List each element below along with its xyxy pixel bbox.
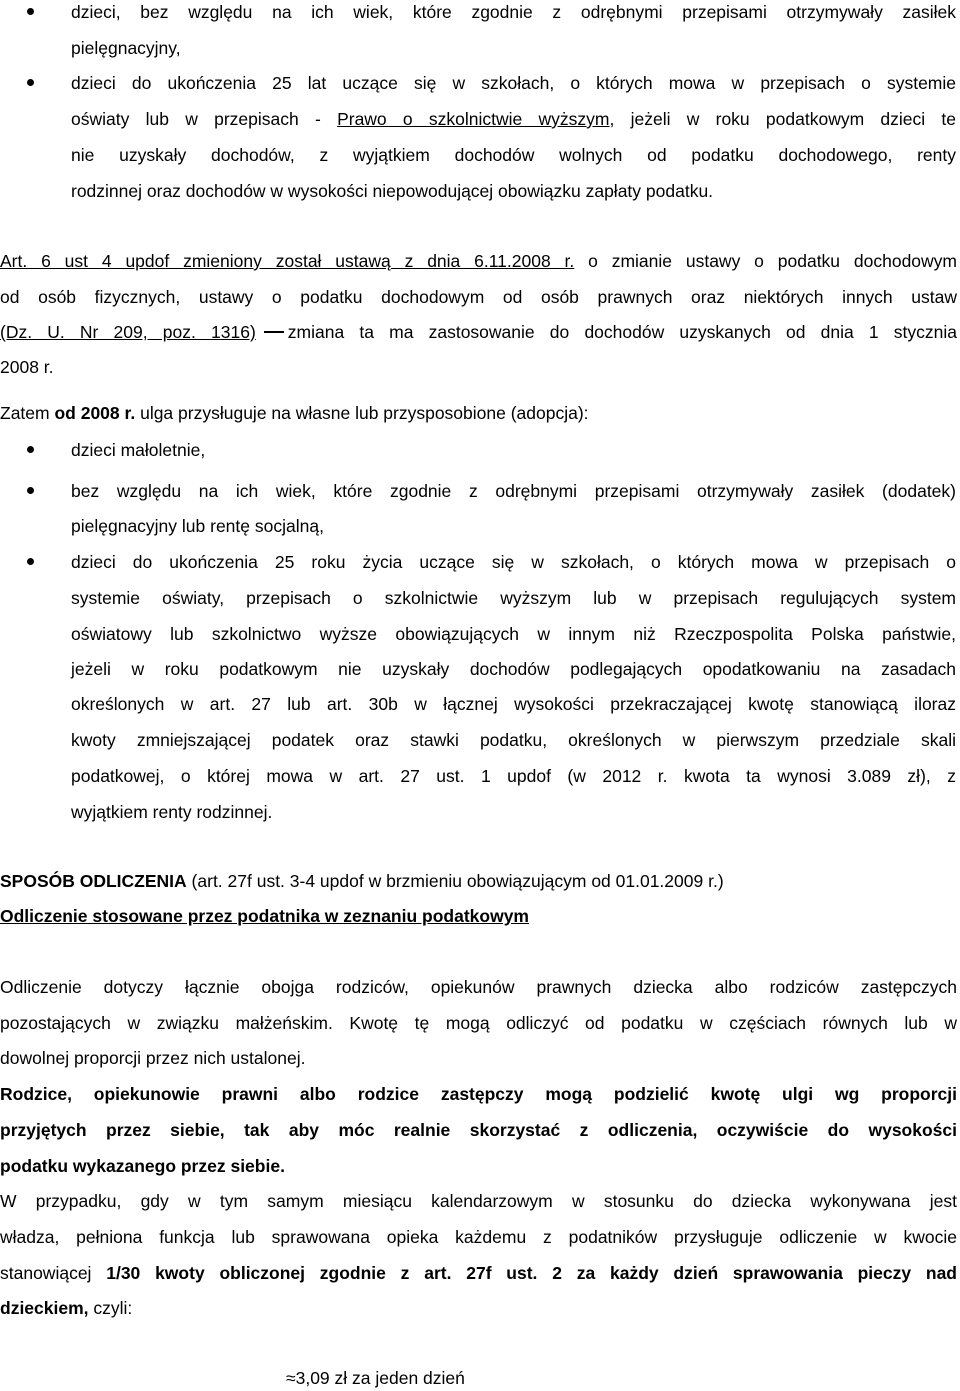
paragraph-line: W przypadku, gdy w tym samym miesiącu kalendarzowym w stosunku do dziecka wykonywana jest xyxy=(0,1191,957,1211)
list-item-text: pielęgnacyjny, xyxy=(71,38,181,58)
list-item-text: jeżeli w roku podatkowym nie uzyskały dochodów podlegających opodatkowaniu na zasadach xyxy=(71,659,956,679)
law-link[interactable]: Prawo o szkolnictwie wyższym xyxy=(337,109,610,129)
art-paragraph-line: 2008 r. xyxy=(0,357,54,377)
list-item-text: wyjątkiem renty rodzinnej. xyxy=(71,802,273,822)
list-item-text: dzieci do ukończenia 25 lat uczące się w szkołach, o których mowa w przepisach o systemie xyxy=(71,73,956,93)
list-item-text: podatkowej, o której mowa w art. 27 ust. 1 updof (w 2012 r. kwota ta wynosi 3.089 zł), z xyxy=(71,766,956,786)
list-item-text: rodzinnej oraz dochodów w wysokości niepowodującej obowiązku zapłaty podatku. xyxy=(71,181,714,201)
paragraph-line: pozostających w związku małżeńskim. Kwotę tę mogą odliczyć od podatku w częściach równych lub w xyxy=(0,1013,957,1033)
paragraph-line: dzieckiem, czyli: xyxy=(0,1298,133,1318)
art-paragraph-line: (Dz. U. Nr 209, poz. 1316) zmiana ta ma zastosowanie do dochodów uzyskanych od dnia 1 stycznia xyxy=(0,322,957,342)
paragraph-line: władza, pełniona funkcja lub sprawowana opieka każdemu z podatników przysługuje odliczenie w kwocie xyxy=(0,1227,957,1247)
paragraph-line: dowolnej proporcji przez nich ustalonej. xyxy=(0,1048,306,1068)
list-item-text: określonych w art. 27 lub art. 30b w łącznej wysokości przekraczającej kwotę stanowiącą iloraz xyxy=(71,694,956,714)
art-paragraph-line: Art. 6 ust 4 updof zmieniony został ustawą z dnia 6.11.2008 r. o zmianie ustawy o podatku dochodowym xyxy=(0,251,957,271)
art-paragraph-line: od osób fizycznych, ustawy o podatku dochodowym od osób prawnych oraz niektórych innych ustaw xyxy=(0,287,957,307)
bold-paragraph-line: podatku wykazanego przez siebie. xyxy=(0,1156,285,1176)
odliczenie-heading: Odliczenie stosowane przez podatnika w zeznaniu podatkowym xyxy=(0,906,529,926)
list-item-text: oświaty lub w przepisach - Prawo o szkolnictwie wyższym, jeżeli w roku podatkowym dzieci te xyxy=(71,109,956,129)
list-item-text: systemie oświaty, przepisach o szkolnictwie wyższym lub w przepisach regulujących system xyxy=(71,588,956,608)
approx-result: ≈3,09 zł za jeden dzień xyxy=(286,1368,465,1388)
bullet xyxy=(27,8,34,15)
bold-paragraph-line: Rodzice, opiekunowie prawni albo rodzice zastępczy mogą podzielić kwotę ulgi wg proporcji xyxy=(0,1084,957,1104)
list-item-text: kwoty zmniejszającej podatek oraz stawki podatku, określonych w pierwszym przedziale skali xyxy=(71,730,956,750)
bullet xyxy=(27,487,34,494)
zatem-line: Zatem od 2008 r. ulga przysługuje na własne lub przysposobione (adopcja): xyxy=(0,403,589,423)
list-item-text: bez względu na ich wiek, które zgodnie z odrębnymi przepisami otrzymywały zasiłek (dodatek) xyxy=(71,481,956,501)
bullet xyxy=(27,446,34,453)
list-item-text: nie uzyskały dochodów, z wyjątkiem dochodów wolnych od podatku dochodowego, renty xyxy=(71,145,956,165)
bullet xyxy=(27,79,34,86)
paragraph-line: stanowiącej 1/30 kwoty obliczonej zgodnie z art. 27f ust. 2 za każdy dzień sprawowania pieczy nad xyxy=(0,1263,957,1283)
paragraph-line: Odliczenie dotyczy łącznie obojga rodziców, opiekunów prawnych dziecka albo rodziców zastępczych xyxy=(0,977,957,997)
list-item-text: oświatowy lub szkolnictwo wyższe obowiązujących w innym niż Rzeczpospolita Polska państwie, xyxy=(71,624,956,644)
list-item-text: dzieci do ukończenia 25 roku życia uczące się w szkołach, o których mowa w przepisach o xyxy=(71,552,956,572)
bullet xyxy=(27,558,34,565)
dash xyxy=(264,331,284,333)
list-item-text: dzieci małoletnie, xyxy=(71,440,206,460)
list-item-text: dzieci, bez względu na ich wiek, które zgodnie z odrębnymi przepisami otrzymywały zasiłek xyxy=(71,2,956,22)
list-item-text: pielęgnacyjny lub rentę socjalną, xyxy=(71,516,324,536)
bold-paragraph-line: przyjętych przez siebie, tak aby móc realnie skorzystać z odliczenia, oczywiście do wysokości xyxy=(0,1120,957,1140)
sposob-heading: SPOSÓB ODLICZENIA (art. 27f ust. 3-4 updof w brzmieniu obowiązującym od 01.01.2009 r.) xyxy=(0,871,724,891)
